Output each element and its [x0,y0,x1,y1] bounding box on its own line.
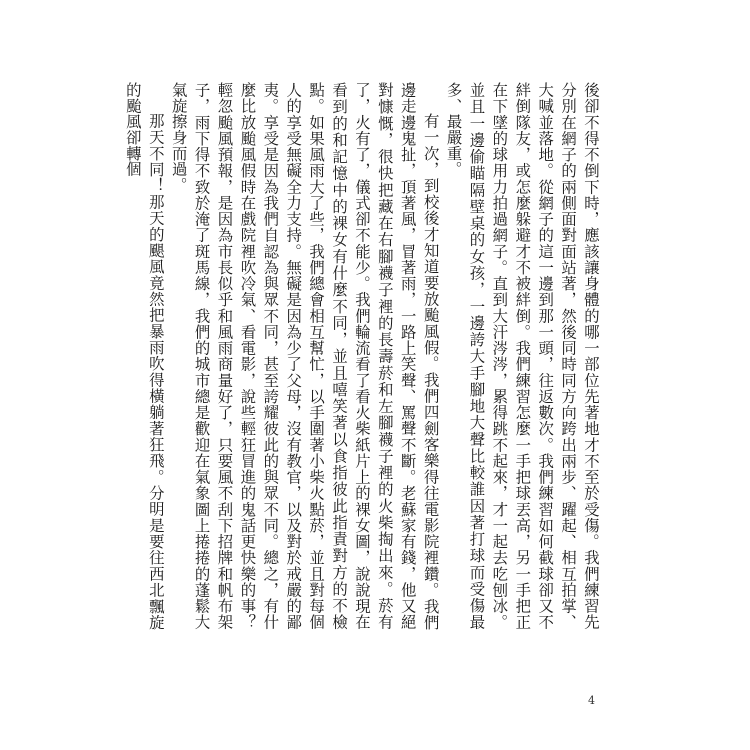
vertical-text-block [123,82,602,630]
paragraph-3: 那天不同！那天的颶風竟然把暴雨吹得橫躺著狂飛。分明是要往西北飄旋的颱風卻轉個 [123,82,165,630]
paragraph-2: 有一次，到校後才知道要放颱風假。我們四劍客樂得往電影院裡鑽。我們邊走邊鬼扯，頂著風，冒著雨，一路上笑聲、罵聲不斷。老蘇家有錢，他又絕對慷慨，很快把藏在右腳襪子裡的長壽菸和左腳襪子裡的火柴掏出來。菸有了，火有了，儀式卻不能少。我們輪流看了看火柴紙片上的裸女圖，說說現在看到的和記憶中的裸女有什麼不同，並且嘻笑著以食指彼此指責對方的不檢點。如果風雨大了些，我們總會相互幫忙，以手圍著小柴火點菸，並且對每個人的享受無礙全力支持。無礙是因為少了父母，沒有教官，以及對於戒嚴的鄙夷。享受是因為我們自認為與眾不同，甚至誇耀彼此的與眾不同。總之，有什麼比放颱風假時在戲院裡吹冷氣、看電影，說些輕狂冒進的鬼話更快樂的事？輕忽颱風預報，是因為市長似乎和風雨商量好了，只要風不刮下招牌和帆布架子，雨下得不致於淹了斑馬線，我們的城市總是歡迎在氣象圖上捲捲的蓬鬆大氣旋擦身而過。 [169,82,440,630]
paragraph-1: 後卻不得不倒下時，應該讓身體的哪一部位先著地才不至於受傷。我們練習先分別在網子的兩側面對面站著，然後同時同方向跨出兩步、躍起、相互拍掌、大喊並落地。從網子的這一邊到那一頭，往返數次。我們練習如何截球卻又不絆倒隊友，或怎麼躲避才不被絆倒。我們練習怎麼一手把球丟高，另一手把正在下墜的球用力拍過網子。直到大汗涔涔，累得跳不起來，才一起去吃刨冰。並且一邊偷瞄隔壁桌的女孩，一邊誇大手腳地大聲比較誰因著打球而受傷最多、最嚴重。 [444,82,600,630]
page-number: 4 [588,694,595,707]
